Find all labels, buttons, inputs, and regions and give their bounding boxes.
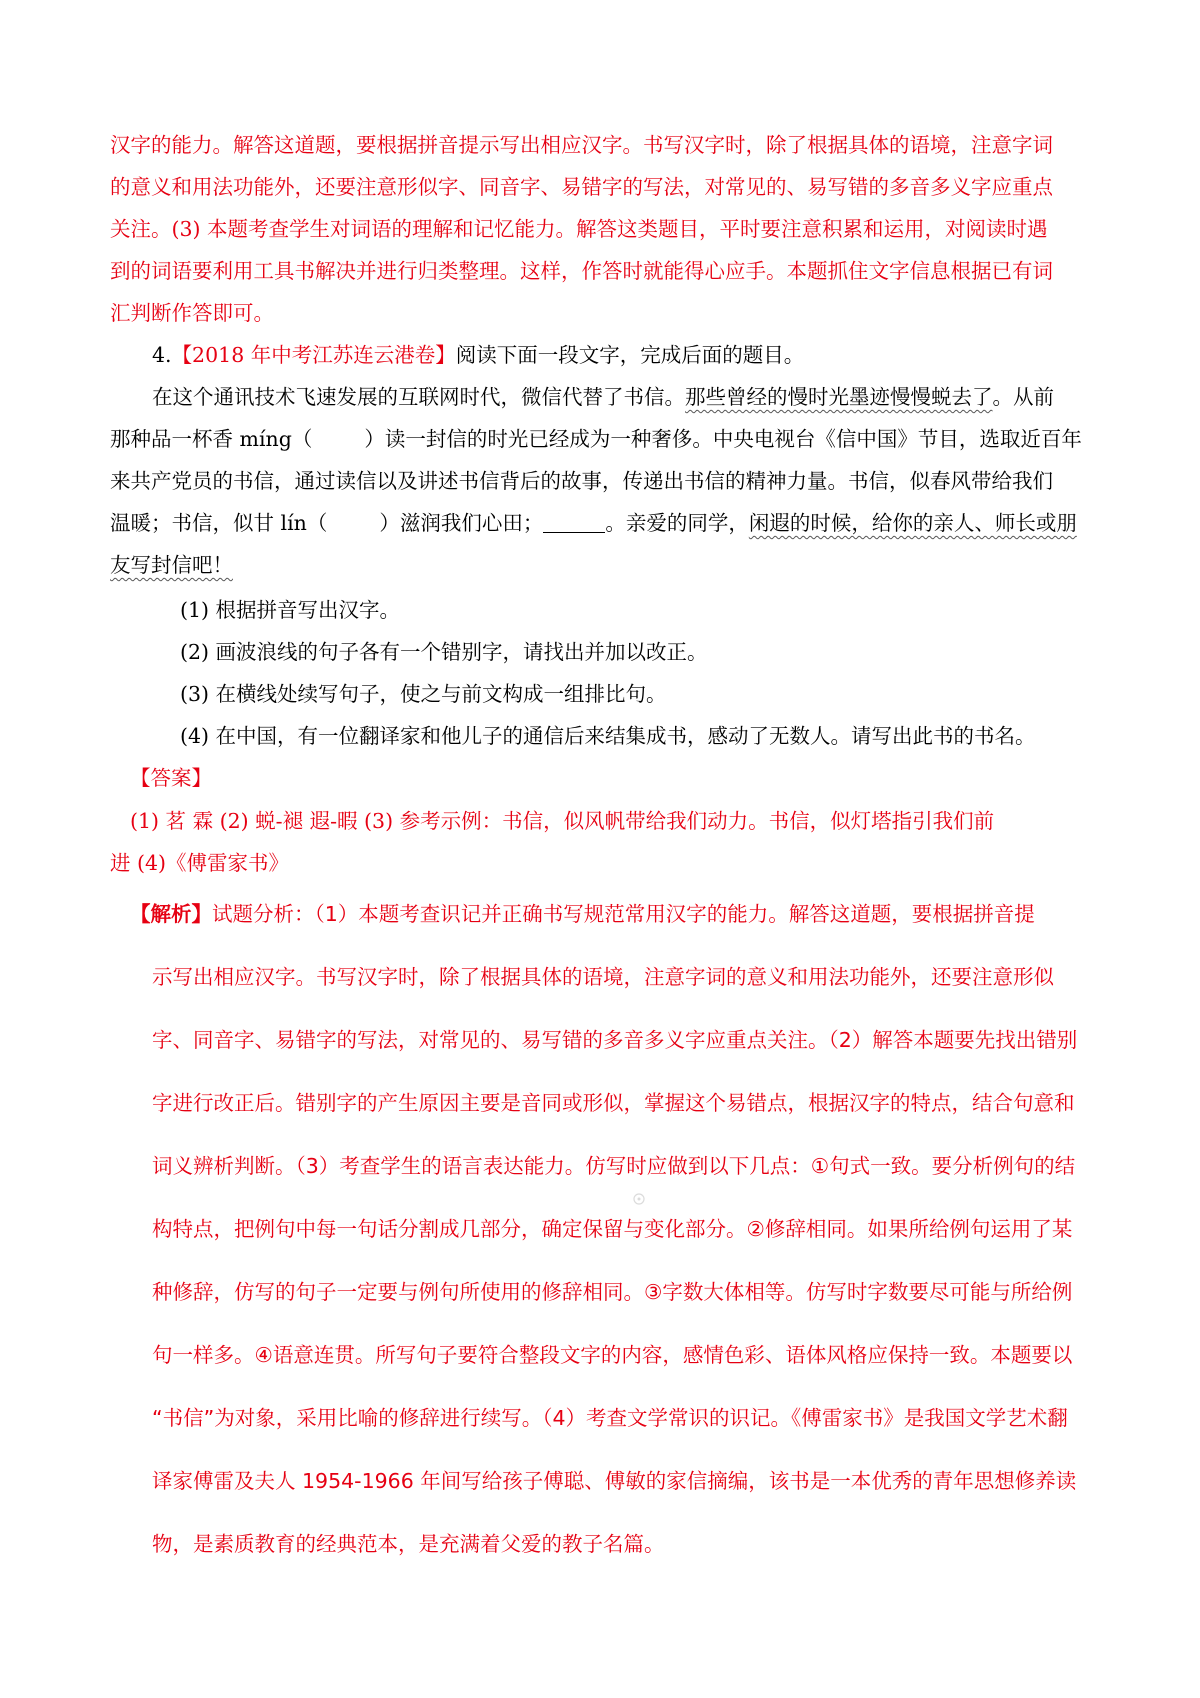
analysis-line: 句一样多。④语意连贯。所写句子要符合整段文字的内容，感情色彩、语体风格应保持一致。本题要以 <box>152 1343 1073 1367</box>
analysis-line: 物，是素质教育的经典范本，是充满着父爱的教子名篇。 <box>152 1532 665 1556</box>
subquestion-4: (4) 在中国，有一位翻译家和他儿子的通信后来结集成书，感动了无数人。请写出此书的书名。 <box>180 724 1036 748</box>
subquestion-1: (1) 根据拼音写出汉字。 <box>180 598 401 622</box>
question-heading <box>110 334 1100 376</box>
analysis-line: 关注。(3) 本题考查学生对词语的理解和记忆能力。解答这类题目，平时要注意积累和运用，对阅读时遇 <box>110 217 1048 241</box>
passage-text: 在这个通讯技术飞速发展的互联网时代，微信代替了书信。 <box>152 385 685 409</box>
question-source: 【2018 年中考江苏连云港卷】 <box>171 343 456 367</box>
passage-text: 。从前 <box>992 385 1054 409</box>
analysis-label: 【解析】 <box>130 902 212 926</box>
reading-passage <box>110 376 1100 586</box>
passage-text: ）滋润我们心田； <box>379 511 544 535</box>
answer-line: (1) 茗 霖 (2) 蜕-褪 遐-暇 (3) 参考示例：书信，似风帆带给我们动力。书信，似灯塔指引我们前 <box>130 809 995 833</box>
analysis-line: 字、同音字、易错字的写法，对常见的、易写错的多音多义字应重点关注。（2）解答本题要先找出错别 <box>152 1028 1078 1052</box>
question-instruction: 阅读下面一段文字，完成后面的题目。 <box>455 343 805 367</box>
fill-in-line-blank[interactable] <box>543 510 605 533</box>
passage-text: 。亲爱的同学， <box>605 511 749 535</box>
wavy-sentence-2: 闲遐的时候，给你的亲人、师长或朋 <box>748 511 1077 535</box>
analysis-line: 译家傅雷及夫人 1954-1966 年间写给孩子傅聪、傅敏的家信摘编，该书是一本优秀的青年思想修养读 <box>152 1469 1077 1493</box>
analysis-line: 字进行改正后。错别字的产生原因主要是音同或形似，掌握这个易错点，根据汉字的特点，结合句意和 <box>152 1091 1075 1115</box>
passage-text: 来共产党员的书信，通过读信以及讲述书信背后的故事，传递出书信的精神力量。书信，似春风带给我们 <box>110 469 1053 493</box>
answer-label: 【答案】 <box>130 766 212 790</box>
watermark-icon <box>630 1192 648 1206</box>
analysis-line: 构特点，把例句中每一句话分割成几部分，确定保留与变化部分。②修辞相同。如果所给例句运用了某 <box>152 1217 1073 1241</box>
analysis-line: 汉字的能力。解答这道题，要根据拼音提示写出相应汉字。书写汉字时，除了根据具体的语境，注意字词 <box>110 133 1053 157</box>
wavy-sentence-1: 那些曾经的慢时光墨迹慢慢蜕去了 <box>685 385 993 409</box>
answer-line: 进 (4)《傅雷家书》 <box>110 851 290 875</box>
passage-text: 那种品一杯香 míng（ <box>110 427 313 451</box>
answer-block <box>110 800 1100 884</box>
question-number: 4. <box>152 343 172 367</box>
analysis-line: 到的词语要利用工具书解决并进行归类整理。这样，作答时就能得心应手。本题抓住文字信息根据已有词 <box>110 259 1053 283</box>
subquestion-3: (3) 在横线处续写句子，使之与前文构成一组排比句。 <box>180 682 667 706</box>
analysis-line: 汇判断作答即可。 <box>110 301 274 325</box>
wavy-sentence-2-end: 友写封信吧！ <box>110 553 233 577</box>
previous-analysis <box>110 124 1100 334</box>
analysis-line: 种修辞，仿写的句子一定要与例句所使用的修辞相同。③字数大体相等。仿写时字数要尽可能与所给例 <box>152 1280 1073 1304</box>
analysis-line: “书信”为对象，采用比喻的修辞进行续写。（4）考查文学常识的识记。《傅雷家书》是我国文学艺术翻 <box>152 1406 1068 1430</box>
passage-text: ）读一封信的时光已经成为一种奢侈。中央电视台《信中国》节目，选取近百年 <box>364 427 1082 451</box>
analysis-line: 词义辨析判断。（3）考查学生的语言表达能力。仿写时应做到以下几点：①句式一致。要分析例句的结 <box>152 1154 1076 1178</box>
passage-text: 温暖；书信，似甘 lín（ <box>110 511 328 535</box>
analysis-line: 试题分析：（1）本题考查识记并正确书写规范常用汉字的能力。解答这道题，要根据拼音提 <box>212 902 1035 926</box>
subquestion-2: (2) 画波浪线的句子各有一个错别字，请找出并加以改正。 <box>180 640 708 664</box>
analysis-line: 示写出相应汉字。书写汉字时，除了根据具体的语境，注意字词的意义和用法功能外，还要注意形似 <box>152 965 1054 989</box>
analysis-line: 的意义和用法功能外，还要注意形似字、同音字、易错字的写法，对常见的、易写错的多音多义字应重点 <box>110 175 1053 199</box>
